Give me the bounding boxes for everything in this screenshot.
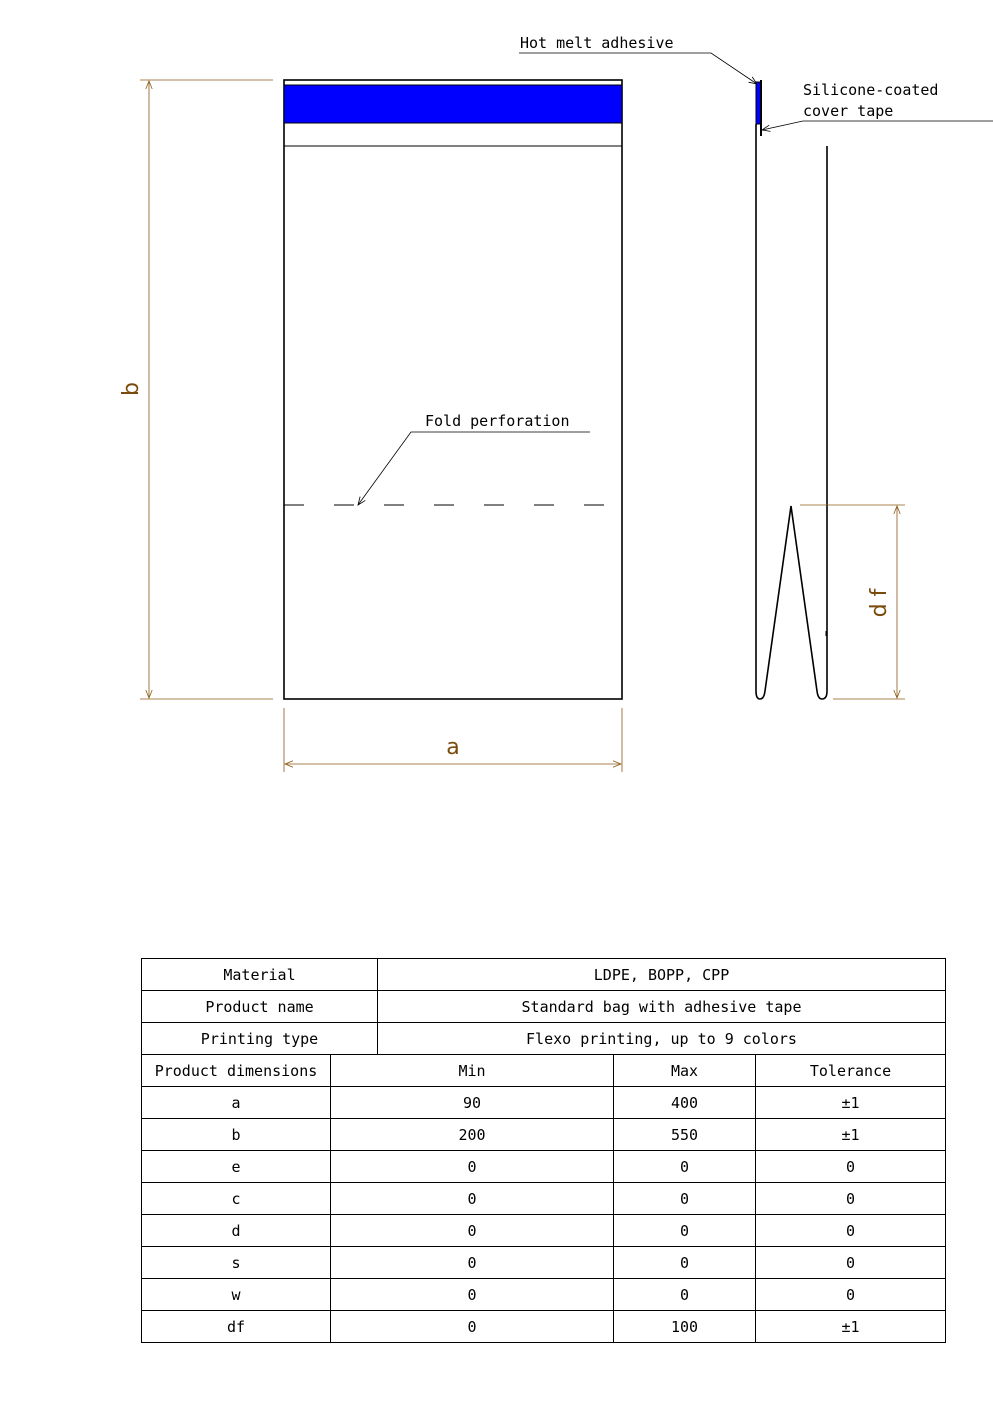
bag-outline xyxy=(284,80,622,699)
fold-perforation-callout xyxy=(358,412,590,505)
silicone-tape-callout xyxy=(762,81,993,130)
dimension-cell: e xyxy=(142,1151,331,1183)
tolerance-cell: 0 xyxy=(756,1183,946,1215)
tolerance-cell: 0 xyxy=(756,1247,946,1279)
material-label: Material xyxy=(142,959,378,991)
table-row xyxy=(142,1087,946,1119)
max-cell: 0 xyxy=(614,1279,756,1311)
dimension-cell: df xyxy=(142,1311,331,1343)
table-row xyxy=(142,1183,946,1215)
table-row xyxy=(142,1119,946,1151)
table-row xyxy=(142,1279,946,1311)
tolerance-cell: 0 xyxy=(756,1215,946,1247)
material-row xyxy=(142,959,946,991)
tolerance-cell: ±1 xyxy=(756,1087,946,1119)
dimension-a-label: a xyxy=(446,735,460,760)
header-min: Min xyxy=(331,1055,614,1087)
max-cell: 400 xyxy=(614,1087,756,1119)
dimension-cell: c xyxy=(142,1183,331,1215)
min-cell: 0 xyxy=(331,1279,614,1311)
min-cell: 0 xyxy=(331,1247,614,1279)
min-cell: 90 xyxy=(331,1087,614,1119)
max-cell: 0 xyxy=(614,1151,756,1183)
bag-side-view xyxy=(756,80,827,699)
tolerance-cell: 0 xyxy=(756,1279,946,1311)
dimension-df-label: d f xyxy=(867,588,892,618)
dimension-cell: s xyxy=(142,1247,331,1279)
printing-type-label: Printing type xyxy=(142,1023,378,1055)
side-profile-outline xyxy=(756,124,827,699)
product-name-label: Product name xyxy=(142,991,378,1023)
max-cell: 0 xyxy=(614,1247,756,1279)
adhesive-strip xyxy=(284,85,622,123)
table-row xyxy=(142,1247,946,1279)
header-max: Max xyxy=(614,1055,756,1087)
product-name-row xyxy=(142,991,946,1023)
header-tolerance: Tolerance xyxy=(756,1055,946,1087)
min-cell: 200 xyxy=(331,1119,614,1151)
max-cell: 100 xyxy=(614,1311,756,1343)
dimensions-header-row xyxy=(142,1055,946,1087)
dimension-cell: d xyxy=(142,1215,331,1247)
min-cell: 0 xyxy=(331,1183,614,1215)
max-cell: 0 xyxy=(614,1215,756,1247)
hot-melt-callout xyxy=(519,34,757,84)
printing-type-row xyxy=(142,1023,946,1055)
min-cell: 0 xyxy=(331,1215,614,1247)
max-cell: 550 xyxy=(614,1119,756,1151)
dimension-b-label: b xyxy=(119,382,144,396)
max-cell: 0 xyxy=(614,1183,756,1215)
specification-table xyxy=(141,958,946,1343)
tolerance-cell: 0 xyxy=(756,1151,946,1183)
dimension-cell: b xyxy=(142,1119,331,1151)
dimension-cell: w xyxy=(142,1279,331,1311)
dimension-b xyxy=(140,80,273,699)
table-row xyxy=(142,1311,946,1343)
silicone-tape-label-line1: Silicone-coated xyxy=(803,81,939,99)
bag-front-view xyxy=(284,80,622,699)
tolerance-cell: ±1 xyxy=(756,1311,946,1343)
table-row xyxy=(142,1215,946,1247)
hot-melt-label: Hot melt adhesive xyxy=(520,34,674,52)
printing-type-value: Flexo printing, up to 9 colors xyxy=(378,1023,946,1055)
fold-perforation-label: Fold perforation xyxy=(425,412,570,430)
silicone-tape-label-line2: cover tape xyxy=(803,102,894,120)
min-cell: 0 xyxy=(331,1311,614,1343)
tolerance-cell: ±1 xyxy=(756,1119,946,1151)
dimension-cell: a xyxy=(142,1087,331,1119)
table-row xyxy=(142,1151,946,1183)
material-value: LDPE, BOPP, CPP xyxy=(378,959,946,991)
product-name-value: Standard bag with adhesive tape xyxy=(378,991,946,1023)
min-cell: 0 xyxy=(331,1151,614,1183)
header-product-dimensions: Product dimensions xyxy=(142,1055,331,1087)
